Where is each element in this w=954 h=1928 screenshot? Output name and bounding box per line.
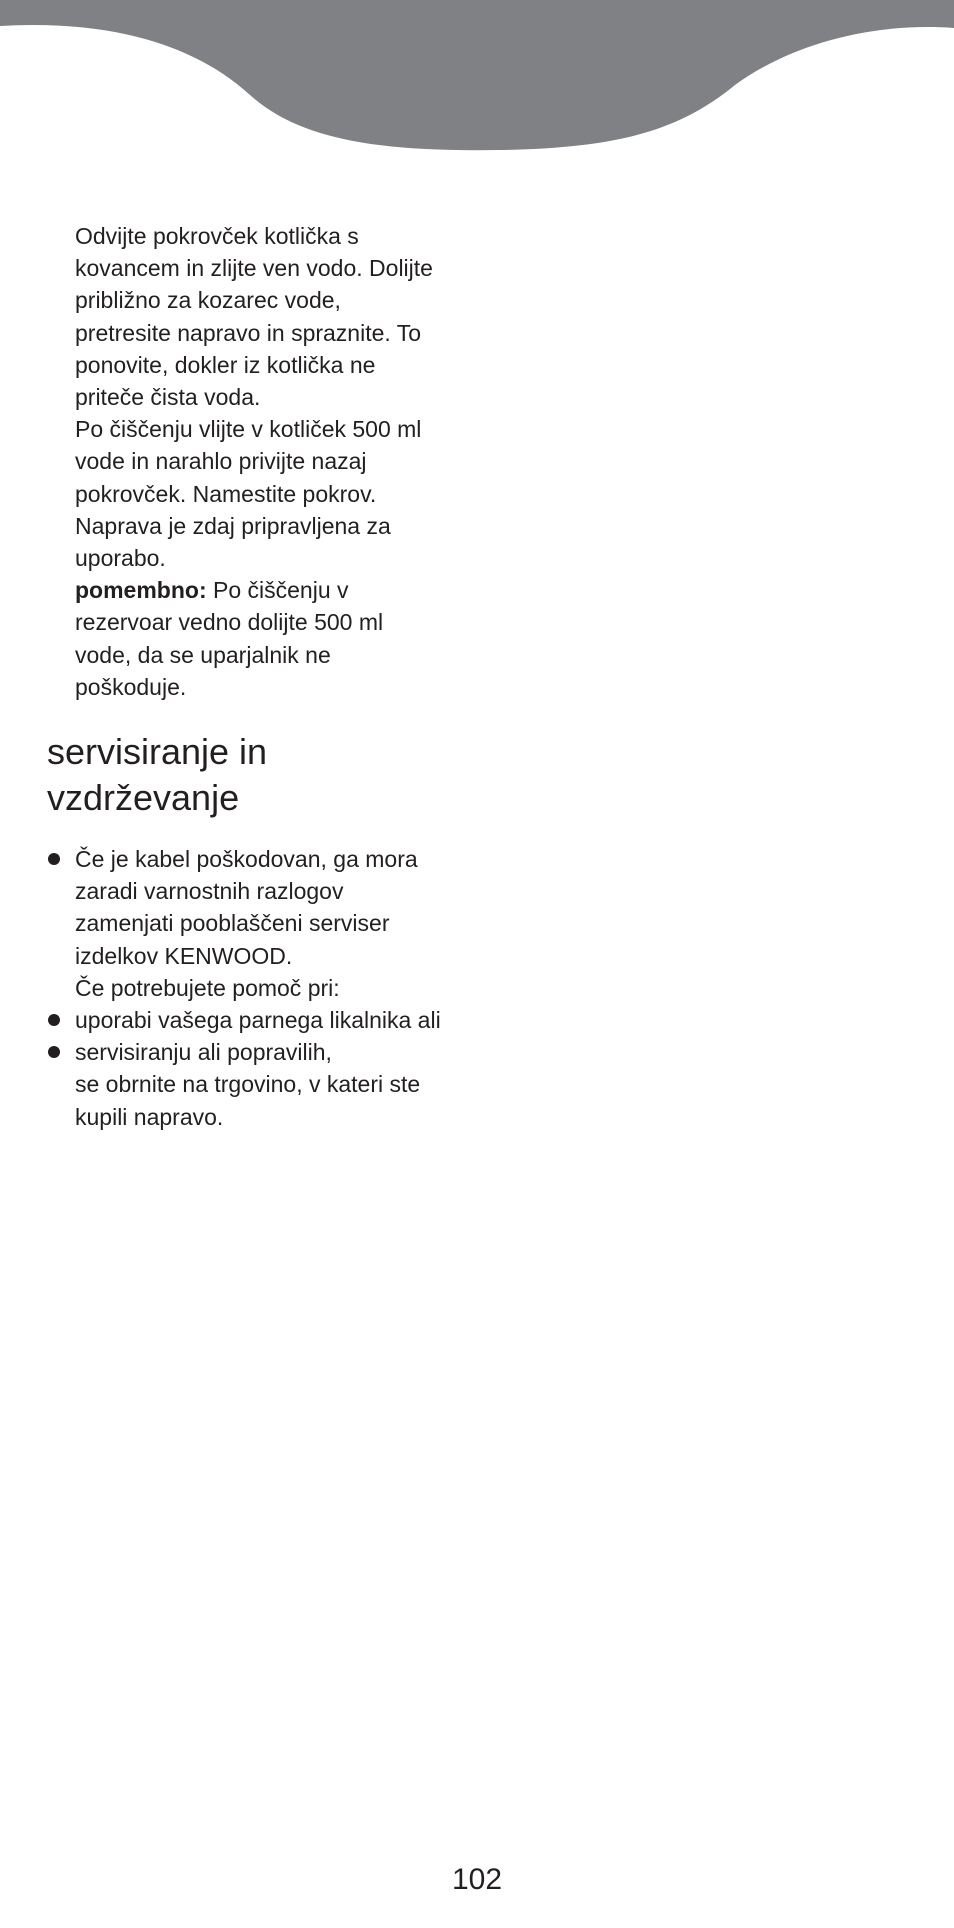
cleaning-instructions <box>75 220 487 703</box>
section-heading <box>47 729 487 821</box>
text-line: uporabo. <box>75 545 166 572</box>
list-continuation <box>47 972 487 1004</box>
text-line: Če potrebujete pomoč pri: <box>75 974 340 1001</box>
text-line: se obrnite na trgovino, v kateri ste <box>75 1071 421 1098</box>
list-item <box>47 1036 487 1068</box>
text-line: kupili napravo. <box>75 1103 224 1130</box>
text-line: uporabi vašega parnega likalnika ali <box>75 1007 441 1034</box>
text-line: poškoduje. <box>75 673 187 700</box>
text-line: Odvijte pokrovček kotlička s <box>75 223 359 249</box>
text-line: približno za kozarec vode, <box>75 287 341 314</box>
text-line: servisiranju ali popravilih, <box>75 1039 332 1066</box>
text-line: priteče čista voda. <box>75 384 261 411</box>
text-line: zamenjati pooblaščeni serviser <box>75 910 390 937</box>
text-line: kovancem in zlijte ven vodo. Dolijte <box>75 255 433 282</box>
text-line: vode, da se uparjalnik ne <box>75 641 331 668</box>
important-label: pomembno: <box>75 577 207 604</box>
list-item <box>47 843 487 972</box>
text-line: Po čiščenju vlijte v kotliček 500 ml <box>75 416 422 443</box>
service-list <box>47 843 487 1133</box>
text-line: Če je kabel poškodovan, ga mora <box>75 846 418 873</box>
text-line: izdelkov KENWOOD. <box>75 942 293 969</box>
page-number: 102 <box>451 1863 503 1896</box>
heading-line: servisiranje in <box>47 731 268 773</box>
text-line: pretresite napravo in spraznite. To <box>75 319 422 346</box>
list-item <box>47 1004 487 1036</box>
text-line: pokrovček. Namestite pokrov. <box>75 480 377 507</box>
text-line: zaradi varnostnih razlogov <box>75 878 344 905</box>
text-line: ponovite, dokler iz kotlička ne <box>75 351 376 378</box>
bullet-icon <box>48 853 60 865</box>
page-content <box>47 220 487 1133</box>
list-continuation <box>47 1068 487 1132</box>
header-wave-decoration <box>0 0 954 160</box>
text-line: Po čiščenju v <box>206 577 349 604</box>
bullet-icon <box>48 1014 60 1026</box>
text-line: rezervoar vedno dolijte 500 ml <box>75 609 384 636</box>
heading-line: vzdrževanje <box>47 777 240 819</box>
text-line: vode in narahlo privijte nazaj <box>75 448 367 475</box>
bullet-icon <box>48 1046 60 1058</box>
text-line: Naprava je zdaj pripravljena za <box>75 512 391 539</box>
